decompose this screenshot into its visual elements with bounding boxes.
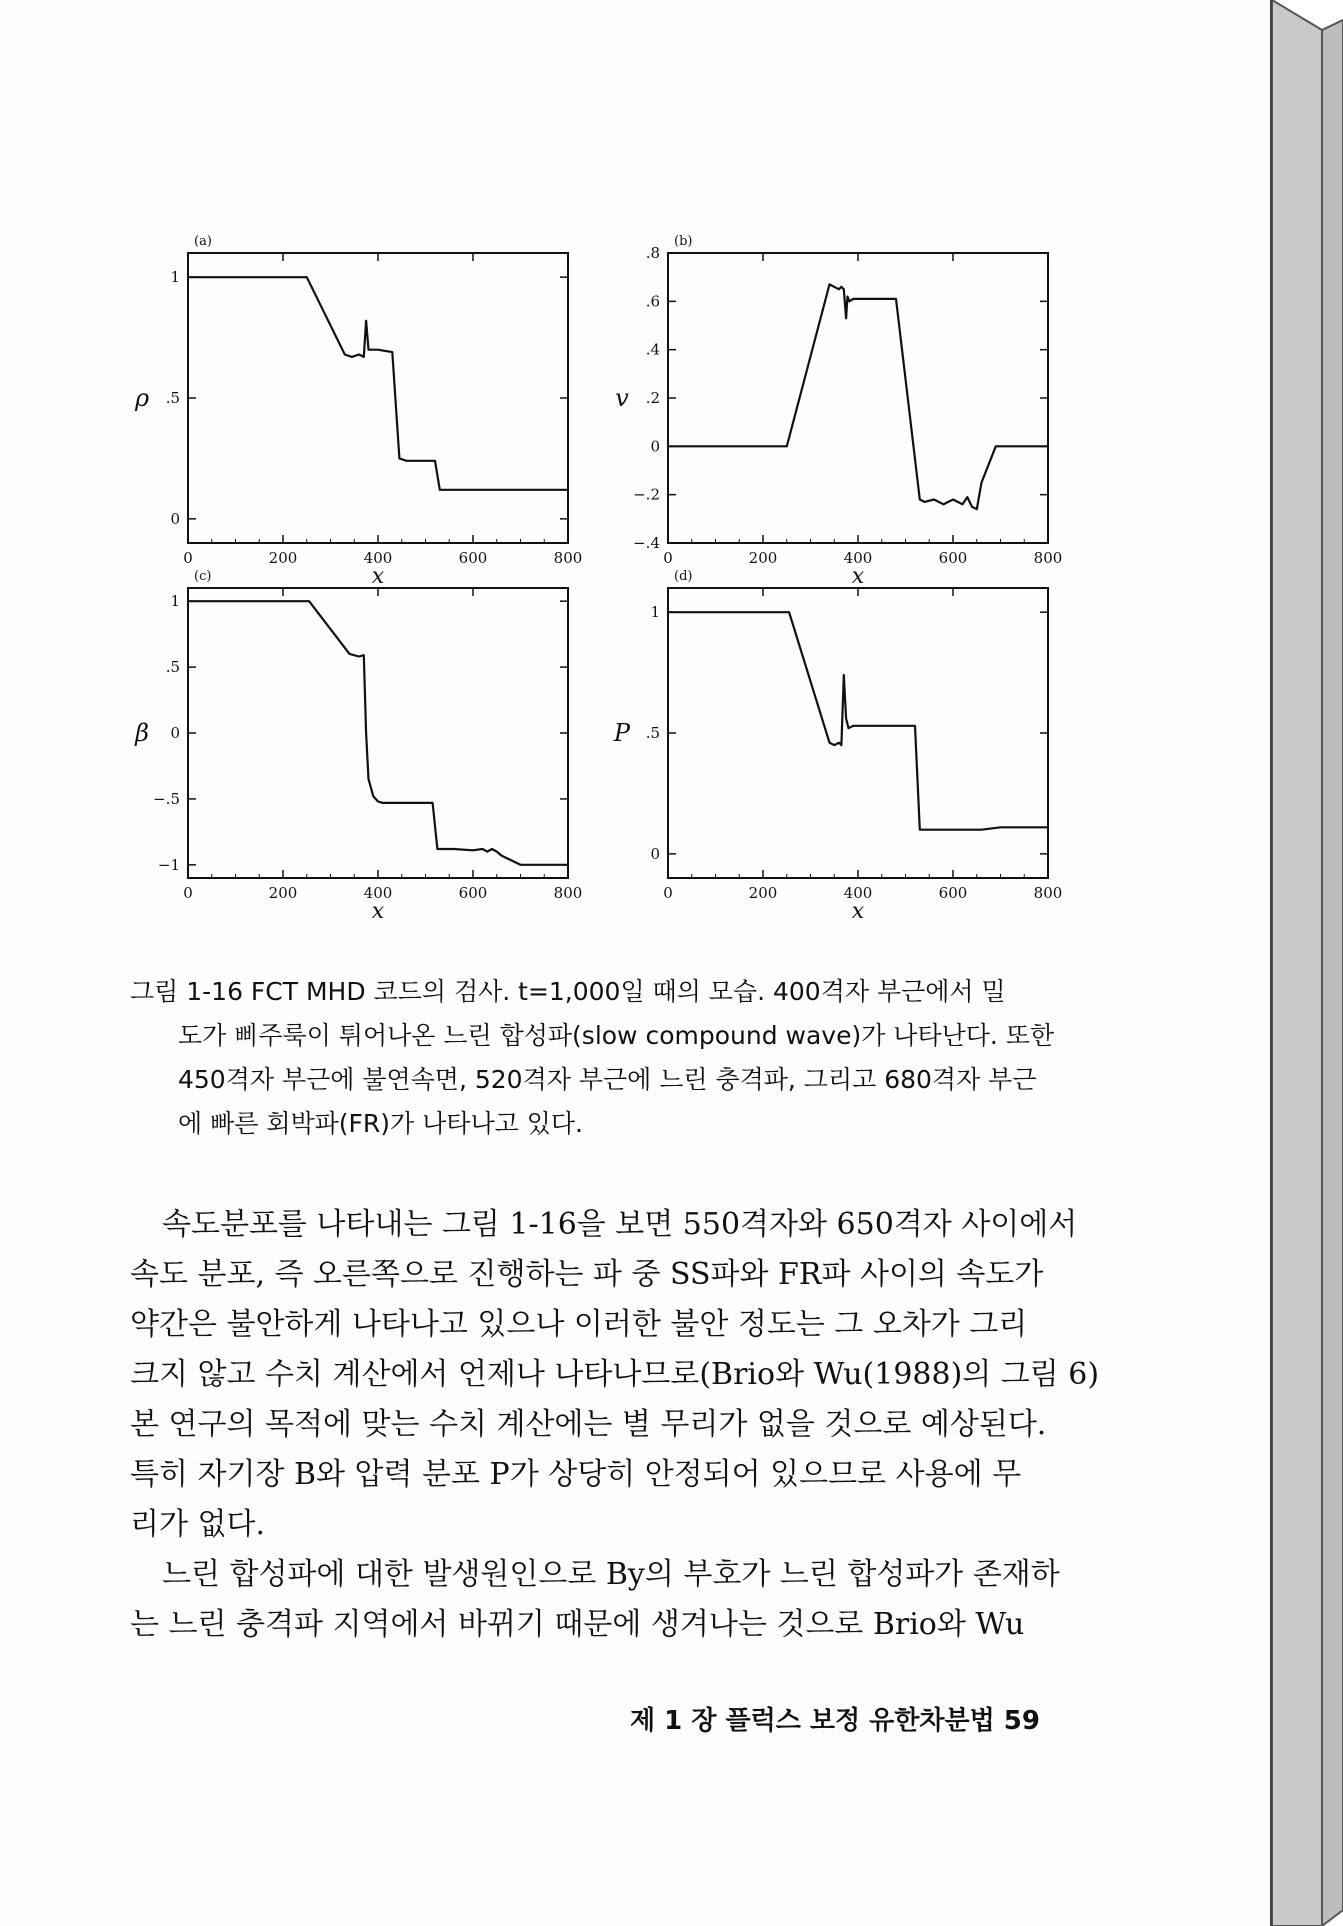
x-tick-label: 800: [553, 549, 583, 567]
plot-frame: [668, 588, 1048, 878]
x-axis-label: x: [851, 564, 865, 589]
panel-a-density-plot: [130, 225, 590, 589]
text-line: 크지 않고 수치 계산에서 언제나 나타나므로(Brio와 Wu(1988)의 그림 6): [130, 1357, 1100, 1392]
x-tick-label: 600: [458, 884, 488, 902]
y-axis-label: v: [615, 384, 629, 412]
y-tick-label: −.4: [633, 534, 660, 552]
y-tick-label: −.2: [633, 485, 660, 504]
y-tick-label: −1: [157, 855, 180, 874]
x-tick-label: 0: [663, 884, 673, 902]
y-tick-label: .4: [645, 340, 660, 359]
x-tick-label: 0: [183, 884, 193, 902]
text-line: 리가 없다.: [130, 1507, 265, 1542]
panel-label: (d): [674, 569, 693, 584]
x-tick-label: 800: [1033, 884, 1063, 902]
running-footer: 제 1 장 플럭스 보정 유한차분법 59: [630, 1706, 1040, 1736]
text-line: 느린 합성파에 대한 발생원인으로 By의 부호가 느린 합성파가 존재하: [162, 1557, 1060, 1592]
text-line: 약간은 불안하게 나타나고 있으나 이러한 불안 정도는 그 오차가 그리: [130, 1307, 1028, 1342]
book-edge: [1272, 0, 1343, 1926]
panel-c-beta-plot: [130, 560, 590, 924]
paragraph: [130, 1200, 1100, 1550]
panel-d-pressure-plot: [610, 560, 1070, 924]
text-line: 본 연구의 목적에 맞는 수치 계산에는 별 무리가 없을 것으로 예상된다.: [130, 1407, 1047, 1442]
text-line: 특히 자기장 B와 압력 분포 P가 상당히 안정되어 있으므로 사용에 무: [130, 1457, 1022, 1492]
plot-frame: [188, 253, 568, 543]
x-tick-label: 0: [183, 549, 193, 567]
panel-label: (a): [194, 234, 212, 249]
text-line: 는 느린 충격파 지역에서 바뀌기 때문에 생겨나는 것으로 Brio와 Wu: [130, 1607, 1025, 1642]
caption-line: 도가 삐주룩이 튀어나온 느린 합성파(slow compound wave)가 나타난다. 또한: [178, 1021, 1055, 1050]
x-tick-label: 200: [748, 884, 778, 902]
x-axis-label: x: [371, 899, 385, 924]
y-axis-label: β: [135, 719, 149, 747]
x-axis-label: x: [371, 564, 385, 589]
series-line: [668, 284, 1048, 509]
series-line: [188, 601, 568, 865]
caption-line: 450격자 부근에 불연속면, 520격자 부근에 느린 충격파, 그리고 680격자 부근: [178, 1065, 1037, 1094]
series-line: [188, 277, 568, 490]
panel-label: (b): [674, 234, 693, 249]
x-tick-label: 200: [748, 549, 778, 567]
x-tick-label: 200: [268, 549, 298, 567]
y-tick-label: .2: [645, 389, 660, 407]
plot-frame: [188, 588, 568, 878]
text-line: 속도분포를 나타내는 그림 1-16을 보면 550격자와 650격자 사이에서: [162, 1207, 1078, 1242]
caption-line: 에 빠른 회박파(FR)가 나타나고 있다.: [178, 1109, 583, 1138]
y-tick-label: 0: [170, 509, 180, 528]
figure-caption: [130, 970, 1070, 1146]
panel-b-velocity-plot: [610, 225, 1070, 589]
y-axis-label: P: [613, 719, 631, 747]
y-tick-label: −.5: [153, 789, 180, 808]
y-tick-label: 1: [650, 603, 660, 622]
caption-line: 그림 1-16 FCT MHD 코드의 검사. t=1,000일 때의 모습. 400격자 부근에서 밀: [130, 977, 1006, 1006]
y-tick-label: .5: [645, 724, 660, 742]
x-tick-label: 400: [363, 884, 393, 902]
y-tick-label: .5: [165, 658, 180, 677]
panel-label: (c): [194, 569, 212, 584]
y-tick-label: 0: [650, 844, 660, 863]
y-tick-label: .5: [165, 389, 180, 407]
plot-frame: [668, 253, 1048, 543]
x-tick-label: 0: [663, 549, 673, 567]
x-tick-label: 600: [938, 549, 968, 567]
y-tick-label: .8: [645, 244, 660, 262]
y-tick-label: 1: [170, 268, 180, 287]
x-axis-label: x: [851, 899, 865, 924]
x-tick-label: 400: [843, 884, 873, 902]
body-text: [130, 1200, 1100, 1650]
paragraph: [130, 1550, 1070, 1650]
x-tick-label: 400: [843, 549, 873, 567]
x-tick-label: 400: [363, 549, 393, 567]
text-line: 속도 분포, 즉 오른쪽으로 진행하는 파 중 SS파와 FR파 사이의 속도가: [130, 1257, 1044, 1292]
x-tick-label: 600: [458, 549, 488, 567]
series-line: [668, 612, 1048, 830]
y-tick-label: .6: [645, 292, 660, 311]
x-tick-label: 800: [553, 884, 583, 902]
x-tick-label: 600: [938, 884, 968, 902]
x-tick-label: 800: [1033, 549, 1063, 567]
y-tick-label: 0: [170, 724, 180, 742]
y-axis-label: ρ: [134, 384, 150, 412]
y-tick-label: 0: [650, 437, 660, 456]
y-tick-label: 1: [170, 592, 180, 611]
x-tick-label: 200: [268, 884, 298, 902]
